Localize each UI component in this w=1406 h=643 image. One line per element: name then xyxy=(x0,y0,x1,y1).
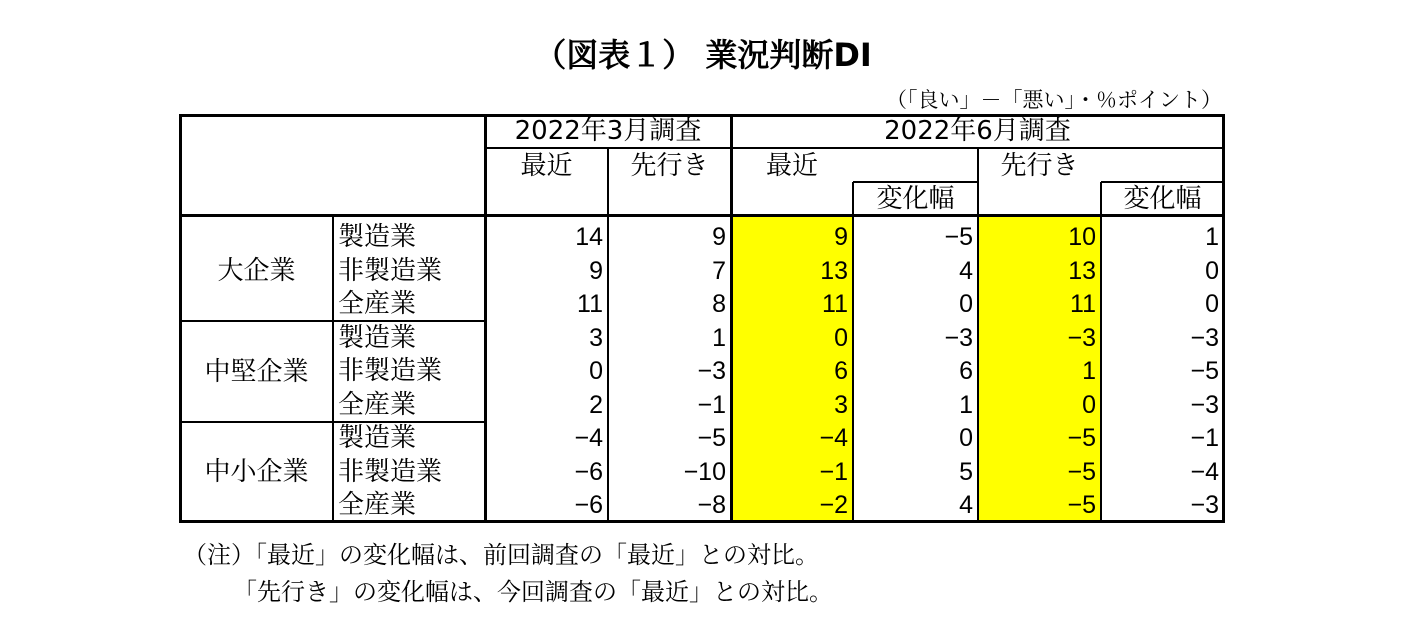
value-cell: 9 xyxy=(712,223,726,251)
value-cell: 11 xyxy=(577,290,603,318)
figure-title: （図表１） 業況判断DI xyxy=(534,36,872,74)
value-cell: −3 xyxy=(697,357,726,385)
industry-label: 製造業 xyxy=(338,222,417,252)
company-size-label: 中小企業 xyxy=(204,457,309,487)
company-size-label: 大企業 xyxy=(217,256,296,286)
value-cell: −3 xyxy=(1190,491,1219,519)
value-cell: −3 xyxy=(944,323,973,352)
value-cell: −5 xyxy=(1067,457,1096,486)
footnote: 「先行き」の変化幅は、今回調査の「最近」との対比。 xyxy=(233,578,833,606)
value-cell: −5 xyxy=(1190,357,1219,385)
column-rule xyxy=(852,182,854,523)
industry-label: 非製造業 xyxy=(338,356,443,386)
col-header-change: 変化幅 xyxy=(876,184,955,214)
value-cell: 13 xyxy=(1068,256,1096,285)
industry-label: 全産業 xyxy=(338,389,417,420)
col-header-change: 変化幅 xyxy=(1123,184,1202,214)
value-cell: 0 xyxy=(834,323,848,352)
value-cell: 2 xyxy=(589,390,603,419)
industry-label: 全産業 xyxy=(338,490,417,520)
value-cell: 1 xyxy=(1205,223,1219,251)
group-rule xyxy=(179,421,485,423)
value-cell: 0 xyxy=(959,290,973,318)
industry-label: 製造業 xyxy=(338,423,417,453)
value-cell: 3 xyxy=(589,323,603,352)
value-cell: −5 xyxy=(697,424,726,452)
value-cell: −6 xyxy=(574,457,603,486)
row-rule xyxy=(485,147,1225,149)
column-rule xyxy=(332,216,334,523)
column-rule xyxy=(607,148,609,523)
value-cell: 9 xyxy=(834,223,848,251)
company-size-label: 中堅企業 xyxy=(204,356,309,387)
column-rule xyxy=(730,114,733,523)
value-cell: 6 xyxy=(834,357,848,385)
industry-label: 全産業 xyxy=(338,289,417,319)
value-cell: 0 xyxy=(1205,290,1219,318)
value-cell: −4 xyxy=(574,424,603,452)
value-cell: 0 xyxy=(589,357,603,385)
value-cell: −4 xyxy=(1190,457,1219,486)
row-rule xyxy=(1101,181,1225,183)
value-cell: −5 xyxy=(1067,491,1096,519)
column-rule xyxy=(1100,182,1102,523)
survey-header-march: 2022年3月調査 xyxy=(514,116,702,146)
col-header-recent: 最近 xyxy=(520,151,573,181)
value-cell: 7 xyxy=(712,256,726,285)
value-cell: 13 xyxy=(820,256,848,285)
column-rule xyxy=(484,114,487,523)
column-rule xyxy=(977,148,979,523)
value-cell: −10 xyxy=(683,457,726,486)
value-cell: −8 xyxy=(697,491,726,519)
value-cell: −2 xyxy=(819,491,848,519)
group-rule xyxy=(179,320,485,322)
value-cell: −3 xyxy=(1067,323,1096,352)
col-header-recent: 最近 xyxy=(765,151,818,181)
value-cell: 8 xyxy=(712,290,726,318)
value-cell: 6 xyxy=(959,357,973,385)
col-header-outlook: 先行き xyxy=(630,151,709,181)
row-rule xyxy=(853,181,978,183)
value-cell: 1 xyxy=(712,323,726,352)
value-cell: −1 xyxy=(819,457,848,486)
value-cell: −6 xyxy=(574,491,603,519)
value-cell: −4 xyxy=(819,424,848,452)
industry-label: 非製造業 xyxy=(338,255,443,286)
value-cell: 11 xyxy=(822,290,848,318)
industry-label: 製造業 xyxy=(338,322,417,353)
value-cell: 3 xyxy=(834,390,848,419)
value-cell: 10 xyxy=(1068,223,1096,251)
value-cell: −1 xyxy=(697,390,726,419)
value-cell: 4 xyxy=(959,491,973,519)
value-cell: 11 xyxy=(1070,290,1096,318)
industry-label: 非製造業 xyxy=(338,456,443,487)
footnote: （注）「最近」の変化幅は、前回調査の「最近」との対比。 xyxy=(183,541,819,569)
table-frame xyxy=(179,114,1225,523)
value-cell: −5 xyxy=(1067,424,1096,452)
value-cell: 14 xyxy=(575,223,603,251)
value-cell: 4 xyxy=(959,256,973,285)
value-cell: 1 xyxy=(959,390,973,419)
value-cell: 5 xyxy=(959,457,973,486)
value-cell: 9 xyxy=(589,256,603,285)
header-bottom-rule xyxy=(179,214,1225,217)
value-cell: 0 xyxy=(1082,390,1096,419)
value-cell: −3 xyxy=(1190,323,1219,352)
value-cell: −3 xyxy=(1190,390,1219,419)
value-cell: 0 xyxy=(1205,256,1219,285)
value-cell: −1 xyxy=(1190,424,1219,452)
survey-header-june: 2022年6月調査 xyxy=(884,116,1071,146)
value-cell: 0 xyxy=(959,424,973,452)
value-cell: −5 xyxy=(944,223,973,251)
value-cell: 1 xyxy=(1082,357,1096,385)
unit-note: （「良い」－「悪い」・％ポイント） xyxy=(886,88,1222,112)
col-header-outlook: 先行き xyxy=(1000,151,1079,181)
